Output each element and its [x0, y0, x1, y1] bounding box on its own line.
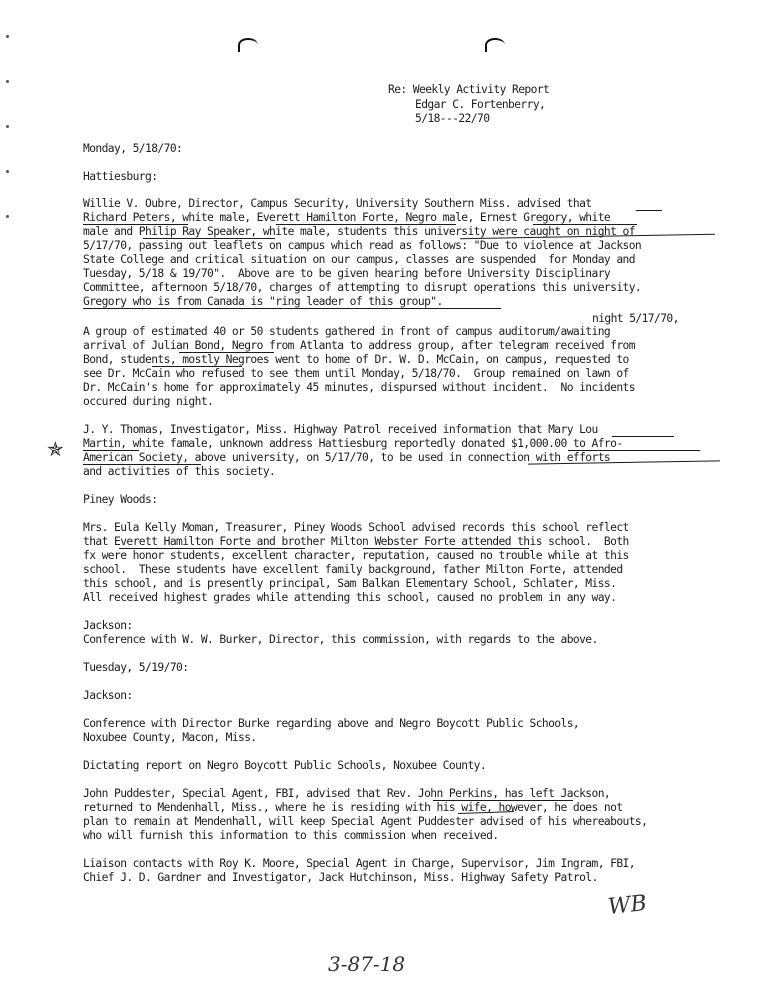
paragraph-line: and activities of this society.: [83, 465, 276, 478]
paragraph-line: Committee, afternoon 5/18/70, charges of attempting to disrupt operations this university.: [83, 281, 642, 294]
margin-star-mark: ✯: [47, 437, 64, 461]
paragraph-line: Richard Peters, white male, Everett Hamilton Forte, Negro male, Ernest Gregory, white: [83, 211, 611, 224]
paragraph-line: Dr. McCain's home for approximately 45 minutes, dispursed without incident. No incidents: [83, 381, 635, 394]
handwritten-initials: WB: [606, 891, 648, 920]
underline-mark: [568, 450, 700, 451]
underline-mark: [363, 548, 529, 549]
margin-speck: [6, 170, 9, 173]
underline-mark: [276, 224, 456, 225]
paragraph-line: Noxubee County, Macon, Miss.: [83, 731, 257, 744]
punch-hole-left: [238, 38, 258, 52]
header-dates: 5/18---22/70: [415, 112, 490, 125]
paragraph-line: who will furnish this information to this commission when received.: [83, 829, 499, 842]
paragraph-line: American Society, above university, on 5/17/70, to be used in connection with efforts: [83, 451, 611, 464]
underline-mark: [433, 800, 573, 801]
underline-mark: [152, 366, 242, 367]
paragraph-line: J. Y. Thomas, Investigator, Miss. Highway Patrol received information that Mary Lou: [83, 423, 598, 436]
paragraph-line: Conference with Director Burke regarding above and Negro Boycott Public Schools,: [83, 717, 580, 730]
paragraph-line: returned to Mendenhall, Miss., where he is residing with his wife, however, he does not: [83, 801, 623, 814]
date-monday: Monday, 5/18/70:: [83, 142, 183, 155]
header-author: Edgar C. Fortenberry,: [415, 98, 546, 111]
margin-speck: [6, 215, 9, 218]
paragraph-line: Dictating report on Negro Boycott Public Schools, Noxubee County.: [83, 759, 487, 772]
underline-mark: [83, 308, 501, 309]
paragraph-line: John Puddester, Special Agent, FBI, advised that Rev. John Perkins, has left Jackson,: [83, 787, 611, 800]
paragraph-line: Willie V. Oubre, Director, Campus Security, University Southern Miss. advised that: [83, 197, 592, 210]
underline-mark: [143, 238, 275, 239]
margin-speck: [6, 80, 9, 83]
section-piney-woods: Piney Woods:: [83, 493, 158, 506]
paragraph-line: All received highest grades while attending this school, caused no problem in any way.: [83, 591, 617, 604]
paragraph-line: see Dr. McCain who refused to see them until Monday, 5/18/70. Group remained on lawn of: [83, 367, 629, 380]
paragraph-line: Gregory who is from Canada is "ring leader of this group".: [83, 295, 443, 308]
underline-mark: [119, 548, 305, 549]
paragraph-line: Tuesday, 5/18 & 19/70". Above are to be given hearing before University Disciplinary: [83, 267, 611, 280]
paragraph-line: Bond, students, mostly Negroes went to home of Dr. W. D. McCain, on campus, requested to: [83, 353, 629, 366]
paragraph-line: that Everett Hamilton Forte and brother Milton Webster Forte attended this school. Both: [83, 535, 629, 548]
paragraph-line: arrival of Julian Bond, Negro from Atlanta to address group, after telegram received from: [83, 339, 635, 352]
punch-hole-right: [485, 38, 505, 52]
underline-mark: [83, 450, 139, 451]
paragraph-line: Conference with W. W. Burker, Director, this commission, with regards to the above.: [83, 633, 598, 646]
date-tuesday: Tuesday, 5/19/70:: [83, 661, 189, 674]
paragraph-line: A group of estimated 40 or 50 students gathered in front of campus auditorum/awaiting: [83, 325, 611, 338]
file-number: 3-87-18: [328, 952, 406, 976]
underline-mark: [83, 224, 188, 225]
paragraph-line: Chief J. D. Gardner and Investigator, Jack Hutchinson, Miss. Highway Safety Patrol.: [83, 871, 598, 884]
section-jackson: Jackson:: [83, 619, 133, 632]
margin-speck: [6, 125, 9, 128]
paragraph-line: Martin, white famale, unknown address Hattiesburg reportedly donated $1,000.00 to Afro-: [83, 437, 623, 450]
paragraph-line: male and Philip Ray Speaker, white male, students this university were caught on night of: [83, 225, 635, 238]
underline-mark: [179, 352, 274, 353]
section-jackson: Jackson:: [83, 689, 133, 702]
section-hattiesburg: Hattiesburg:: [83, 170, 158, 183]
underline-mark: [612, 436, 674, 437]
underline-mark: [83, 464, 201, 465]
underline-mark: [533, 224, 637, 225]
paragraph-line: State College and critical situation on our campus, classes are suspended for Monday and: [83, 253, 635, 266]
paragraph-line: 5/17/70, passing out leaflets on campus which read as follows: "Due to violence at Jackson: [83, 239, 642, 252]
paragraph-line: school. These students have excellent family background, father Milton Forte, attended: [83, 563, 623, 576]
paragraph-line: fx were honor students, excellent character, reputation, caused no trouble while at this: [83, 549, 629, 562]
paragraph-line: this school, and is presently principal, Sam Balkan Elementary School, Schlater, Miss.: [83, 577, 617, 590]
paragraph-line: plan to remain at Mendenhall, will keep Special Agent Puddester advised of his whereabouts,: [83, 815, 648, 828]
handwritten-note-night: night 5/17/70,: [592, 312, 679, 325]
paragraph-line: Liaison contacts with Roy K. Moore, Special Agent in Charge, Supervisor, Jim Ingram, FBI,: [83, 857, 635, 870]
header-re-line: Re: Weekly Activity Report: [388, 83, 550, 96]
paragraph-line: Mrs. Eula Kelly Moman, Treasurer, Piney Woods School advised records this school reflect: [83, 521, 629, 534]
underline-mark: [636, 210, 662, 211]
paragraph-line: occured during night.: [83, 395, 214, 408]
margin-speck: [6, 35, 9, 38]
